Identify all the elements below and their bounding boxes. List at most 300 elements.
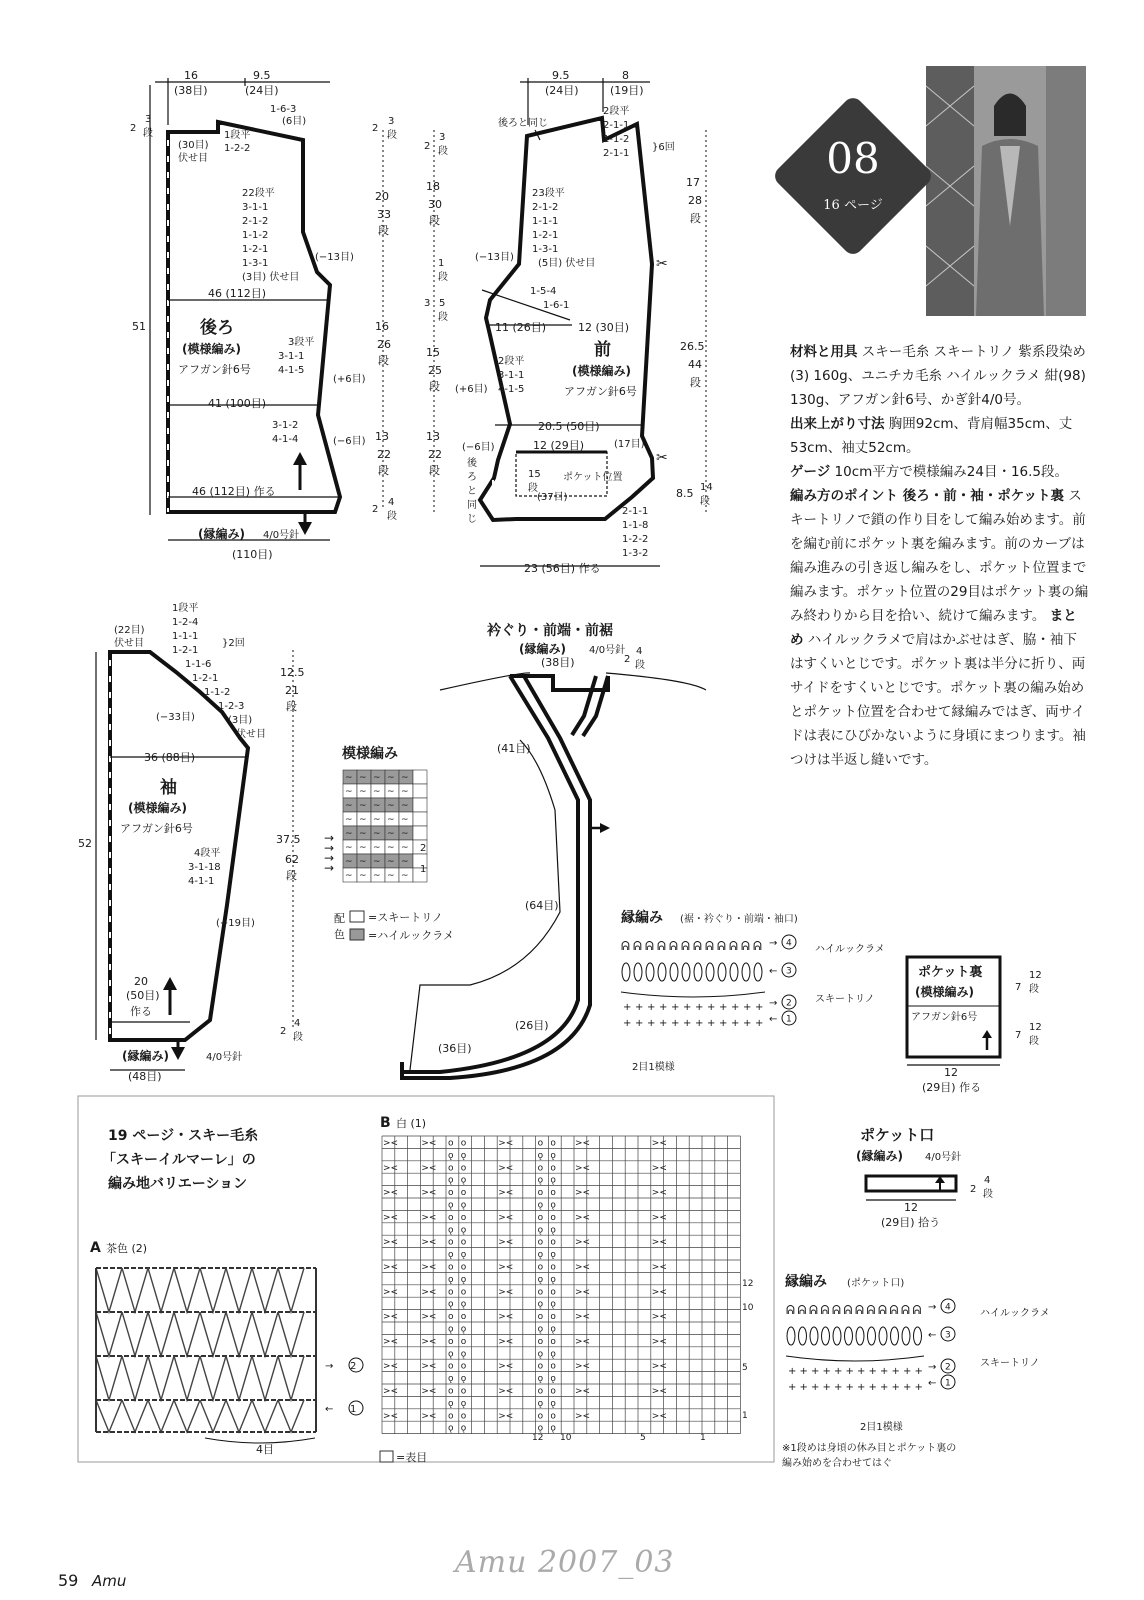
sleeve-h-2: 段 <box>286 700 297 713</box>
lattice-stitch <box>148 1312 174 1356</box>
purl-symbol: o <box>550 1163 556 1174</box>
variation-b-color: 白 (1) <box>396 1117 427 1130</box>
back-h-9: 13 <box>375 430 389 443</box>
motif-cell <box>413 812 427 826</box>
front-curve-3: 1-3-2 <box>622 548 649 559</box>
sleeve-edge: (縁編み) <box>122 1049 169 1063</box>
cross-symbol: >< <box>651 1212 667 1223</box>
purl-symbol: ǫ <box>537 1150 544 1161</box>
sleeve-inc-1: 3-1-18 <box>188 862 221 873</box>
sc-symbol: + <box>845 1366 854 1377</box>
motif-symbol: ~ <box>345 787 353 797</box>
lattice-stitch <box>278 1400 304 1432</box>
purl-symbol: o <box>550 1287 556 1298</box>
purl-symbol: ǫ <box>460 1324 467 1335</box>
front-lh-13: 段 <box>429 380 440 393</box>
lattice-stitch <box>148 1400 174 1432</box>
picot-symbol: ᕱ <box>786 1303 795 1317</box>
purl-symbol: ǫ <box>460 1374 467 1385</box>
variation-b-c1: 1 <box>700 1433 706 1443</box>
row-arrow: → <box>769 998 778 1009</box>
pocket-lining <box>907 957 1042 1094</box>
cross-symbol: >< <box>421 1411 437 1422</box>
variation-a-row-2: 2 <box>350 1361 357 1372</box>
sc-symbol: + <box>891 1382 900 1393</box>
front-neck-4: 1-3-1 <box>532 244 559 255</box>
purl-symbol: ǫ <box>537 1225 544 1236</box>
purl-symbol: o <box>448 1312 454 1323</box>
purl-symbol: ǫ <box>550 1324 556 1335</box>
sleeve-h-7: 4 <box>294 1018 301 1029</box>
front-title: 前 <box>594 340 611 360</box>
materials: スキー毛糸 スキートリノ 紫系段染め(3) 160g、ユニチカ毛糸 ハイルックラメ 紺(98) 130g、アフガン針6号、かぎ針4/0号。 <box>790 344 1086 408</box>
back-width46: 46 (112目) <box>208 287 267 300</box>
lattice-stitch <box>278 1268 304 1312</box>
cross-symbol: >< <box>383 1386 399 1397</box>
collar-26: (26目) <box>515 1019 549 1032</box>
motif-symbol: ~ <box>373 857 381 867</box>
border2-repeat: 2目1模様 <box>860 1422 903 1433</box>
collar-row-1: 4 <box>636 646 643 657</box>
pocket-lining-needle: アフガン針6号 <box>911 1012 978 1023</box>
dc-symbol <box>902 1327 910 1345</box>
purl-symbol: ǫ <box>448 1423 454 1434</box>
purl-symbol: ǫ <box>460 1423 467 1434</box>
purl-symbol: ǫ <box>448 1250 454 1261</box>
purl-symbol: ǫ <box>550 1225 556 1236</box>
pocket-opening-needle: 4/0号針 <box>925 1152 962 1163</box>
cross-symbol: >< <box>421 1212 437 1223</box>
purl-symbol: o <box>448 1138 454 1149</box>
cross-symbol: >< <box>421 1163 437 1174</box>
motif-symbol: ~ <box>359 857 367 867</box>
sc-symbol: + <box>868 1366 877 1377</box>
picot-symbol: ᕱ <box>753 939 762 953</box>
sleeve-title: 袖 <box>160 778 177 798</box>
sleeve-cap-3: 1-2-1 <box>172 645 199 656</box>
motif-symbol: ~ <box>373 871 381 881</box>
back-armhole-5: 1-3-1 <box>242 258 269 269</box>
watermark: Amu 2007_03 <box>455 1545 675 1580</box>
pocket-opening-w-1: (29目) 拾う <box>881 1216 941 1229</box>
purl-symbol: o <box>460 1188 467 1199</box>
back-armhole-0: 22段平 <box>242 188 275 199</box>
sc-symbol: + <box>719 1018 728 1029</box>
materials-head: 材料と用具 <box>790 344 858 360</box>
cross-symbol: >< <box>421 1361 437 1372</box>
collar-64: (64目) <box>525 899 559 912</box>
lattice-stitch <box>96 1312 122 1356</box>
lattice-stitch <box>96 1400 122 1432</box>
motif-symbol: ~ <box>345 801 353 811</box>
border2-title: 縁編み <box>785 1274 827 1290</box>
purl-symbol: ǫ <box>460 1299 467 1310</box>
motif-row-1: 1 <box>420 864 427 875</box>
front-rh-3: 26.5 <box>680 340 705 353</box>
variation-b-r5: 5 <box>742 1363 748 1373</box>
back-pattern: (模様編み) <box>182 342 241 356</box>
back-shoulder-0: 1-6-3 <box>270 104 297 115</box>
picot-symbol: ᕱ <box>633 939 642 953</box>
motif-symbol: ~ <box>401 843 409 853</box>
back-dec13: (−13目) <box>315 252 354 263</box>
purl-symbol: o <box>448 1188 454 1199</box>
sc-symbol: + <box>659 1018 668 1029</box>
variation-b-r1: 1 <box>742 1411 748 1421</box>
points-head: 編み方のポイント 後ろ・前・袖・ポケット裏 <box>790 488 1065 504</box>
purl-symbol: o <box>537 1212 544 1223</box>
purl-symbol: o <box>550 1312 556 1323</box>
sc-symbol: + <box>623 1002 632 1013</box>
front-side-inc-1: 3-1-1 <box>498 370 525 381</box>
back-w16: 16 <box>184 69 198 82</box>
cross-symbol: >< <box>421 1237 437 1248</box>
purl-symbol: o <box>460 1361 467 1372</box>
front-lh-1: 3 <box>439 132 446 143</box>
cross-symbol: >< <box>575 1262 591 1273</box>
front-curve-0: 2-1-1 <box>622 506 649 517</box>
sc-symbol: + <box>799 1382 808 1393</box>
purl-symbol: ǫ <box>448 1324 454 1335</box>
motif-symbol: ~ <box>345 773 353 783</box>
svg-text:→: → <box>324 861 335 875</box>
motif-symbol: ~ <box>373 801 381 811</box>
points: スキートリノで鎖の作り目をして編み始めます。前を編む前にポケット裏を編みます。前のカーブは編み進みの引き返し編みをし、ポケット位置まで編みます。ポケット位置の29目はポケット裏の編み終わりから目を拾い、続けて編みます。 <box>790 488 1089 624</box>
sleeve-h-0: 12.5 <box>280 666 305 679</box>
back-shoulder-row-0: 1段平 <box>224 130 251 141</box>
sleeve-pattern: (模様編み) <box>128 801 187 815</box>
lattice-stitch <box>278 1312 304 1356</box>
cross-symbol: >< <box>383 1188 399 1199</box>
front-lh-8: 3 <box>424 298 431 309</box>
row-arrow: ← <box>928 1378 937 1389</box>
cross-symbol: >< <box>651 1188 667 1199</box>
collar-41: (41目) <box>497 742 531 755</box>
purl-symbol: o <box>448 1287 454 1298</box>
sc-symbol: + <box>788 1366 797 1377</box>
purl-symbol: o <box>550 1237 556 1248</box>
front-w8: 8 <box>622 69 629 82</box>
picot-symbol: ᕱ <box>809 1303 818 1317</box>
front-lh-16: 段 <box>429 464 440 477</box>
purl-symbol: o <box>550 1262 556 1273</box>
front-rh-2: 段 <box>690 212 701 225</box>
purl-symbol: ǫ <box>537 1250 544 1261</box>
front-back-same-3: 同 <box>467 500 477 511</box>
variation-b-r10: 10 <box>742 1303 754 1313</box>
motif-title: 模様編み <box>342 746 398 762</box>
motif-cell <box>413 784 427 798</box>
sc-symbol: + <box>683 1002 692 1013</box>
front-back-same-4: じ <box>467 514 477 525</box>
svg-text:✂: ✂ <box>656 450 668 466</box>
sleeve-w20-1: (50目) <box>126 989 160 1002</box>
purl-symbol: o <box>460 1336 467 1347</box>
front-neck-3: 1-2-1 <box>532 230 559 241</box>
dc-symbol <box>646 963 654 981</box>
sleeve-w36: 36 (88目) <box>144 751 196 764</box>
back-side-top-2: 段 <box>143 128 153 139</box>
back-h-13: 4 <box>388 497 395 508</box>
pocket-lining-h-2: 段 <box>1029 984 1039 995</box>
cross-symbol: >< <box>498 1336 514 1347</box>
dc-symbol <box>868 1327 876 1345</box>
front-neck-5: (5目) 伏せ目 <box>538 258 596 269</box>
purl-symbol: o <box>460 1386 467 1397</box>
back-width41: 41 (100目) <box>208 397 267 410</box>
purl-symbol: ǫ <box>460 1200 467 1211</box>
purl-symbol: o <box>537 1237 544 1248</box>
picot-symbol: ᕱ <box>729 939 738 953</box>
front-shoulder-2: 1-1-2 <box>603 134 630 145</box>
purl-symbol: o <box>537 1312 544 1323</box>
front-lh-10: 段 <box>438 312 448 323</box>
sc-symbol: + <box>707 1002 716 1013</box>
sleeve-diagram <box>78 602 305 1083</box>
front-w12: 12 (30目) <box>578 321 630 334</box>
back-edge: (縁編み) <box>198 527 245 541</box>
front-w95: 9.5 <box>552 69 570 82</box>
back-shoulder-row-1: 1-2-2 <box>224 143 251 154</box>
purl-symbol: ǫ <box>460 1175 467 1186</box>
front-back-same-1: ろ <box>467 472 477 483</box>
cross-symbol: >< <box>651 1287 667 1298</box>
finish-head: まとめ <box>790 608 1077 648</box>
variation-b-c5: 5 <box>640 1433 646 1443</box>
purl-symbol: ǫ <box>550 1349 556 1360</box>
cross-symbol: >< <box>575 1336 591 1347</box>
sc-symbol: + <box>857 1366 866 1377</box>
picot-symbol: ᕱ <box>657 939 666 953</box>
row-arrow: → <box>325 1361 334 1372</box>
sleeve-h-6: 2 <box>280 1026 287 1037</box>
back-armhole-2: 2-1-2 <box>242 216 269 227</box>
cross-symbol: >< <box>651 1361 667 1372</box>
purl-symbol: ǫ <box>460 1274 467 1285</box>
front-lh-6: 1 <box>438 258 445 269</box>
pocket-opening-title: ポケット口 <box>860 1126 935 1144</box>
purl-symbol: o <box>537 1336 544 1347</box>
sc-symbol: + <box>623 1018 632 1029</box>
front-rh-0: 17 <box>686 176 700 189</box>
sc-symbol: + <box>868 1382 877 1393</box>
front-back-same-0: 後 <box>467 458 477 469</box>
dc-symbol <box>634 963 642 981</box>
picot-symbol: ᕱ <box>878 1303 887 1317</box>
purl-symbol: o <box>550 1188 556 1199</box>
cross-symbol: >< <box>575 1138 591 1149</box>
front-w11: 11 (26目) <box>495 321 547 334</box>
cross-symbol: >< <box>651 1336 667 1347</box>
sc-symbol: + <box>834 1382 843 1393</box>
variation-title-2: 編み地バリエーション <box>108 1176 248 1192</box>
cross-symbol: >< <box>498 1212 514 1223</box>
cross-symbol: >< <box>498 1386 514 1397</box>
purl-symbol: ǫ <box>448 1225 454 1236</box>
purl-symbol: ǫ <box>448 1299 454 1310</box>
chain-line <box>786 1356 924 1361</box>
lattice-stitch <box>174 1268 200 1312</box>
border2-sub: (ポケット口) <box>847 1278 905 1289</box>
row-number: 4 <box>945 1302 951 1313</box>
purl-symbol: ǫ <box>550 1398 556 1409</box>
back-w95: 9.5 <box>253 69 271 82</box>
front-repeat6: }6回 <box>652 142 675 153</box>
back-bindoff-1: 伏せ目 <box>178 153 208 164</box>
cross-symbol: >< <box>421 1312 437 1323</box>
front-shoulder-1: 2-1-1 <box>603 120 630 131</box>
variation-b-c10: 10 <box>560 1433 572 1443</box>
purl-symbol: ǫ <box>448 1200 454 1211</box>
front-pattern: (模様編み) <box>572 364 631 378</box>
sleeve-dec33: (−33目) <box>156 712 195 723</box>
dc-symbol <box>718 963 726 981</box>
back-side-dec-0: 3-1-2 <box>272 420 299 431</box>
front-w205: 20.5 (50目) <box>538 420 600 433</box>
sleeve-h-4: 62 <box>285 853 299 866</box>
motif-chart <box>324 745 454 942</box>
collar-36: (36目) <box>438 1042 472 1055</box>
cross-symbol: >< <box>575 1361 591 1372</box>
back-side-dec-1: 4-1-4 <box>272 434 299 445</box>
sc-symbol: + <box>834 1366 843 1377</box>
front-side-inc-0: 2段平 <box>498 356 525 367</box>
front-pocket-w: 12 (29目) <box>533 439 585 452</box>
sc-symbol: + <box>903 1366 912 1377</box>
lattice-stitch <box>200 1356 226 1400</box>
purl-symbol: ǫ <box>460 1150 467 1161</box>
motif-symbol: ~ <box>373 773 381 783</box>
cross-symbol: >< <box>383 1262 399 1273</box>
row-number: 3 <box>786 966 792 977</box>
front-neck-2: 1-1-1 <box>532 216 559 227</box>
motif-symbol: ~ <box>359 871 367 881</box>
back-h-11: 段 <box>378 464 389 477</box>
instructions <box>790 340 1090 772</box>
pocket-lining-h-4: 12 <box>1029 1022 1042 1033</box>
picot-symbol: ᕱ <box>621 939 630 953</box>
picot-symbol: ᕱ <box>855 1303 864 1317</box>
front-lh-15: 22 <box>428 448 442 461</box>
back-h-4: 33 <box>377 208 391 221</box>
back-dec6: (−6目) <box>333 436 366 447</box>
border2-note-0: ※1段めは身頃の休み目とポケット裏の <box>782 1443 957 1454</box>
row-number: 3 <box>945 1330 951 1341</box>
sleeve-bind-1: 伏せ目 <box>114 638 144 649</box>
border1-repeat: 2目1模様 <box>632 1062 675 1073</box>
row-arrow: → <box>928 1302 937 1313</box>
lattice-stitch <box>96 1356 122 1400</box>
sleeve-h-1: 21 <box>285 684 299 697</box>
back-side-inc-1: 3-1-1 <box>278 351 305 362</box>
lattice-stitch <box>252 1400 278 1432</box>
dc-symbol <box>670 963 678 981</box>
dc-symbol <box>694 963 702 981</box>
border-stitch-chart-2 <box>782 1273 1050 1469</box>
sc-symbol: + <box>822 1382 831 1393</box>
sleeve-w20-2: 作る <box>130 1005 152 1018</box>
back-armhole-4: 1-2-1 <box>242 244 269 255</box>
purl-symbol: ǫ <box>537 1349 544 1360</box>
border2-yarn1: ハイルックラメ <box>980 1308 1050 1319</box>
motif-cell <box>413 798 427 812</box>
front-shoulder-0: 2段平 <box>603 106 630 117</box>
picot-symbol: ᕱ <box>912 1303 922 1317</box>
variation-a-width: 4目 <box>256 1443 274 1456</box>
lattice-stitch <box>174 1356 200 1400</box>
sc-symbol: + <box>880 1366 889 1377</box>
pocket-lining-w-0: 12 <box>944 1066 958 1079</box>
motif-symbol: ~ <box>401 857 409 867</box>
variation-a-row-1: 1 <box>350 1404 357 1415</box>
front-c37: (37目) <box>537 492 568 503</box>
picot-symbol: ᕱ <box>645 939 654 953</box>
sc-symbol: + <box>671 1018 680 1029</box>
sleeve-bottom: (48目) <box>128 1070 162 1083</box>
sleeve-h52: 52 <box>78 837 92 850</box>
sc-symbol: + <box>914 1382 923 1393</box>
front-side-inc-2: 4-1-5 <box>498 384 525 395</box>
motif-symbol: ~ <box>345 857 353 867</box>
front-lh-14: 13 <box>426 430 440 443</box>
cross-symbol: >< <box>575 1237 591 1248</box>
front-neck-1: 2-1-2 <box>532 202 559 213</box>
back-h-14: 段 <box>387 511 397 522</box>
border1-sub: (裾・衿ぐり・前端・袖口) <box>680 914 798 925</box>
motif-symbol: ~ <box>359 773 367 783</box>
motif-symbol: ~ <box>387 843 395 853</box>
lattice-stitch <box>174 1400 200 1432</box>
purl-symbol: o <box>537 1138 544 1149</box>
lattice-stitch <box>200 1268 226 1312</box>
front-rh-8: 段 <box>700 496 710 507</box>
gauge: 10cm平方で模様編み24目・16.5段。 <box>834 464 1069 480</box>
dc-symbol <box>879 1327 887 1345</box>
cross-symbol: >< <box>383 1237 399 1248</box>
motif-symbol: ~ <box>373 787 381 797</box>
motif-symbol: ~ <box>345 843 353 853</box>
row-arrow: → <box>769 938 778 949</box>
sc-symbol: + <box>845 1382 854 1393</box>
row-number: 1 <box>945 1378 951 1389</box>
front-pocket-pos: ポケット位置 <box>563 472 623 483</box>
size: 胸囲92cm、背肩幅35cm、丈53cm、袖丈52cm。 <box>790 416 1073 456</box>
sleeve-cap-7: 1-2-3 <box>218 701 245 712</box>
motif-symbol: ~ <box>373 843 381 853</box>
picot-symbol: ᕱ <box>797 1303 807 1317</box>
sc-symbol: + <box>811 1382 820 1393</box>
dc-symbol <box>787 1327 795 1345</box>
picot-symbol: ᕱ <box>693 939 702 953</box>
front-lh-9: 5 <box>439 298 446 309</box>
sc-symbol: + <box>731 1002 740 1013</box>
svg-text:✂: ✂ <box>656 256 668 272</box>
front-inc6: (+6目) <box>455 384 488 395</box>
row-number: 4 <box>786 938 792 949</box>
purl-symbol: o <box>550 1336 556 1347</box>
purl-symbol: o <box>460 1138 467 1149</box>
cross-symbol: >< <box>498 1237 514 1248</box>
purl-symbol: o <box>550 1138 556 1149</box>
collar-row-2: 段 <box>635 660 645 671</box>
purl-symbol: o <box>448 1262 454 1273</box>
purl-symbol: o <box>460 1212 467 1223</box>
purl-symbol: ǫ <box>550 1423 556 1434</box>
front-rh-7: 14 <box>700 482 713 493</box>
sc-symbol: + <box>683 1018 692 1029</box>
purl-symbol: o <box>448 1212 454 1223</box>
front-lh-7: 段 <box>438 272 448 283</box>
